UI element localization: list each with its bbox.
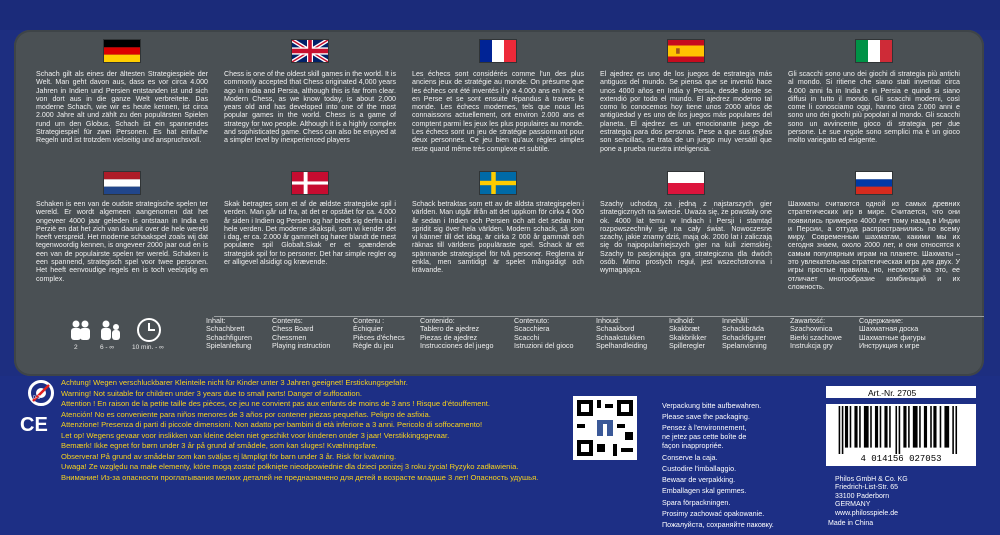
description-ru: Шахматы считаются одной из самых древних стратегических игр в мире. Считается, что они появились примерно 4000 лет тому назад в Индии и Персии, а оттуда распространились по всему миру. Современным шахматам, какими мы их сегодня знаем, около 2000 лет, и они относятся к самым популярным играм на планете. Шахматы – это увлекательная стратегическая игра для двух. У игры простые правила, но, несмотря на это, ее отличает многообразие комбинаций и их сложность.: [788, 200, 960, 291]
description-de: Schach gilt als eines der ältesten Strategiespiele der Welt. Man geht davon aus, dass es vor circa 4.000 Jahren in Indien und Persien entstanden ist und sich von dort aus in die ganze Welt verbreitete. Das moderne Schach, wie wir es heute kennen, ist circa 2.000 Jahre alt und zählt zu den populärsten Spielen rund um den Globus. Schach ist ein spannendes Strategiespiel für zwei Personen. Es hat einfache Regeln und ist trotzdem vielseitig und anspruchsvoll.: [36, 70, 208, 145]
packaging-it: Custodire l'imballaggio.: [662, 463, 737, 473]
contents-ru: Содержание: Шахматная доска Шахматные фигуры Инструкция к игре: [859, 316, 926, 351]
uk-flag-icon: [292, 40, 328, 62]
players-icon: [68, 318, 92, 347]
right-edge: [984, 30, 1000, 376]
contents-da: Indhold: Skakbræt Skakbrikker Spilleregler: [669, 316, 707, 351]
age-icon: [98, 318, 122, 347]
address-line: Philos GmbH & Co. KG: [835, 476, 908, 483]
swedish-flag-icon: [480, 172, 516, 194]
manufacturer-address: [835, 476, 908, 518]
contents-nl: Inhoud: Schaakbord Schaakstukken Spelhandleiding: [596, 316, 648, 351]
russian-flag-icon: [856, 172, 892, 194]
contents-de: Inhalt: Schachbrett Schachfiguren Spielanleitung: [206, 316, 252, 351]
contents-es: Contenido: Tablero de ajedrez Piezas de ajedrez Instrucciones del juego: [420, 316, 494, 351]
packaging-sv: Spara förpackningen.: [662, 497, 731, 507]
website: www.philosspiele.de: [835, 509, 899, 517]
packaging-fr: Pensez à l'environnement, ne jetez pas cette boîte de façon inappropriée.: [662, 422, 747, 450]
barcode-digits: 4 014156 027053: [860, 454, 942, 464]
packaging-nl: Bewaar de verpakking.: [662, 475, 736, 485]
packaging-pl: Prosimy zachować opakowanie.: [662, 509, 765, 519]
age-range: 6 - ∞: [100, 344, 115, 351]
warning-fr: Attention ! En raison de la petite taille des pièces, ce jeu ne convient pas aux enfants de moins de 3 ans ! Risque d'étouffement.: [61, 399, 490, 408]
age-warning-icon: [28, 380, 54, 406]
description-it: Gli scacchi sono uno dei giochi di strategia più antichi al mondo. Si ritiene che siano stati inventati circa 4.000 anni fa in India e in Persia e quindi si siano diffusi in tutto il mondo. Gli scacchi moderni, così come li conosciamo oggi, hanno circa 2.000 anni e sono uno dei giochi più popolari al mondo. Gli scacchi sono un avvincente gioco di strategia per due persone. Le sue regole sono semplici ma è un gioco molto variegato ed esigente.: [788, 70, 960, 145]
description-fr: Les échecs sont considérés comme l'un des plus anciens jeux de stratégie au monde. On présume que les échecs ont été inventés il y a 4.000 ans en Inde et en Perse et se sont ensuite répandus à travers le monde. Les échecs modernes, tels que nous les connaissons actuellement, ont environ 2.000 ans et comptent parmi les jeux les plus populaires au monde. Les échecs sont un jeu de stratégie passionnant pour deux personnes. Ce jeu bien qu'aux règles simples reste quand même très complexe et subtile.: [412, 70, 584, 153]
bottom-section: [0, 376, 1000, 535]
description-sv: Schack betraktas som ett av de äldsta strategispelen i världen. Man utgår ifrån att det uppkom för cirka 4 000 år sedan i Indien och Persien och att det sedan har spridit sig över hela världen. Modern schack, så som vi känner till det idag, är cirka 2 000 år gammalt och räknas till världens populäraste spel. Schack är ett spännande strategispel för två personer. Reglerna är enkla, men samtidigt är spelet mångsidigt och krävande.: [412, 200, 584, 275]
spanish-flag-icon: [668, 40, 704, 62]
address-line: 33100 Paderborn: [835, 492, 890, 500]
packaging-es: Conserve la caja.: [662, 452, 718, 462]
warning-it: Attenzione! Presenza di parti di piccole dimensioni. Non adatto per bambini di età inferiore a 3 anni. Pericolo di soffocamento!: [61, 420, 483, 429]
article-number: Art.-Nr. 2705: [826, 386, 976, 398]
description-pl: Szachy uchodzą za jedną z najstarszych gier strategicznych na świecie. Uważa się, że powstały one ok. 4000 lat temu w Indiach i Persji i stamtąd rozpowszechniły się na cały świat. Nowoczesne szachy, jakie znamy dziś, mają ok. 2000 lat i zaliczają się do najpopularniejszych gier na kuli ziemskiej. Szachy to pasjonująca gra strategiczna dla dwóch osób. Mimo prostych reguł, jest wszechstronna i wymagająca.: [600, 200, 772, 275]
contents-fr: Contenu : Échiquier Pièces d'échecs Règle du jeu: [353, 316, 405, 351]
barcode-bars-icon: [826, 406, 976, 454]
ce-mark: CE: [20, 414, 48, 436]
contents-sv: Innehåll: Schackbräda Schackfigurer Spelanvisning: [722, 316, 767, 351]
contents-it: Contenuto: Scacchiera Scacchi Istruzioni del gioco: [514, 316, 574, 351]
description-da: Skak betragtes som et af de ældste strategiske spil i verden. Man går ud fra, at det er opstået for ca. 4.000 år siden i Indien og Persien og har bredt sig derfra ud i hele verden. Det moderne skakspil, som vi kender det i dag, er ca. 2.000 år gammelt og hører blandt de mest populære spil Globalt.Skak er et spændende strategisk spil for to personer. Det har simple regler og er alligevel alsidigt og krævende.: [224, 200, 396, 267]
made-in-label: Made in China: [828, 520, 874, 527]
warning-es: Atención! No es conveniente para niños menores de 3 años por contener piezas pequeñas. Peligro de asfixia.: [61, 409, 431, 419]
warning-sv: Observera! På grund av smådelar som kan sväljas ej lämpligt för barn under 3 år. Risk för kvävning.: [61, 451, 397, 461]
play-time: 10 min. - ∞: [132, 344, 164, 351]
address-line: GERMANY: [835, 501, 871, 509]
warning-nl: Let op! Wegens gevaar voor inslikken van kleine delen niet geschikt voor kinderen onder 3 jaar! Verstikkingsgevaar.: [61, 430, 450, 440]
warning-de: Achtung! Wegen verschluckbarer Kleinteile nicht für Kinder unter 3 Jahren geeignet! Erstickungsgefahr.: [61, 378, 408, 387]
contents-en: Contents: Chess Board Chessmen Playing instruction: [272, 316, 331, 351]
qr-code-icon: [573, 396, 637, 460]
description-es: El ajedrez es uno de los juegos de estrategia más antiguos del mundo. Se piensa que se inventó hace unos 4000 años en India y Persia, desde donde se extendió por todo el mundo. El ajedrez moderno tal como lo conocemos hoy tiene unos 2000 años de antigüedad y es uno de los juegos más populares del planeta. El ajedrez es un emocionante juego de estrategia para dos personas. Pese a que sus reglas son sencillas, se trata de un juego muy versátil que pone a prueba nuestra inteligencia.: [600, 70, 772, 153]
address-line: Friedrich-List-Str. 65: [835, 484, 899, 492]
players-count: 2: [74, 344, 78, 351]
contents-pl: Zawartość: Szachownica Bierki szachowe Instrukcja gry: [790, 316, 842, 351]
packaging-en: Please save the packaging.: [662, 412, 750, 422]
description-nl: Schaken is een van de oudste strategische spelen ter wereld. Er wordt algemeen aangenomen dat het ongeveer 4000 jaar geleden is ontstaan in India en Perzië en dat het zich van daaruit over de hele wereld heeft verspreid. Het moderne schaakspel zoals wij dat tegenwoordig kennen, is ongeveer 2000 jaar oud en is een van de populairste spelen ter wereld. Schaken is een spannend, strategisch spel voor twee personen. Het heeft eenvoudige regels en is toch veelzijdig en complex.: [36, 200, 208, 283]
packaging-ru: Пожалуйста, сохраняйте паковку.: [662, 520, 774, 530]
dutch-flag-icon: [104, 172, 140, 194]
warning-da: Bemærk! Ikke egnet for børn under 3 år på grund af smådele, som kan sluges! Kvælningsfare.: [61, 441, 378, 450]
packaging-notes: [662, 400, 774, 531]
info-panel: [14, 30, 984, 376]
warnings-list: [61, 378, 661, 483]
warning-pl: Uwaga! Ze względu na małe elementy, które mogą zostać połknięte nieodpowiednie dla dzieci poniżej 3 roku życia! Ryzyko zadławienia.: [61, 462, 519, 471]
danish-flag-icon: [292, 172, 328, 194]
polish-flag-icon: [668, 172, 704, 194]
packaging-da: Emballagen skal gemmes.: [662, 486, 747, 496]
warning-en: Warning! Not suitable for children under 3 years due to small parts! Danger of suffocation.: [61, 388, 362, 398]
packaging-de: Verpackung bitte aufbewahren.: [662, 401, 762, 410]
barcode: [826, 404, 976, 466]
german-flag-icon: [104, 40, 140, 62]
top-band: [0, 0, 1000, 30]
warning-ru: Внимание! Из-за опасности проглатывания мелких деталей не предназначено для детей в возрасте младше 3 лет! Опасность удушья.: [61, 472, 539, 482]
age-badge-text: 0-3: [33, 395, 41, 401]
description-en: Chess is one of the oldest skill games in the world. It is commonly accepted that Chess originated 4,000 years ago in India and Persia, although this is far from clear. Modern Chess, as we know today, is about 2,000 years old and has developed into one of the most popular games in the world. Chess is a game of strategy for two people. Although it is a highly complex and sophisticated game. Chess can also be enjoyed at a simpler level by inexperienced players: [224, 70, 396, 145]
french-flag-icon: [480, 40, 516, 62]
italian-flag-icon: [856, 40, 892, 62]
